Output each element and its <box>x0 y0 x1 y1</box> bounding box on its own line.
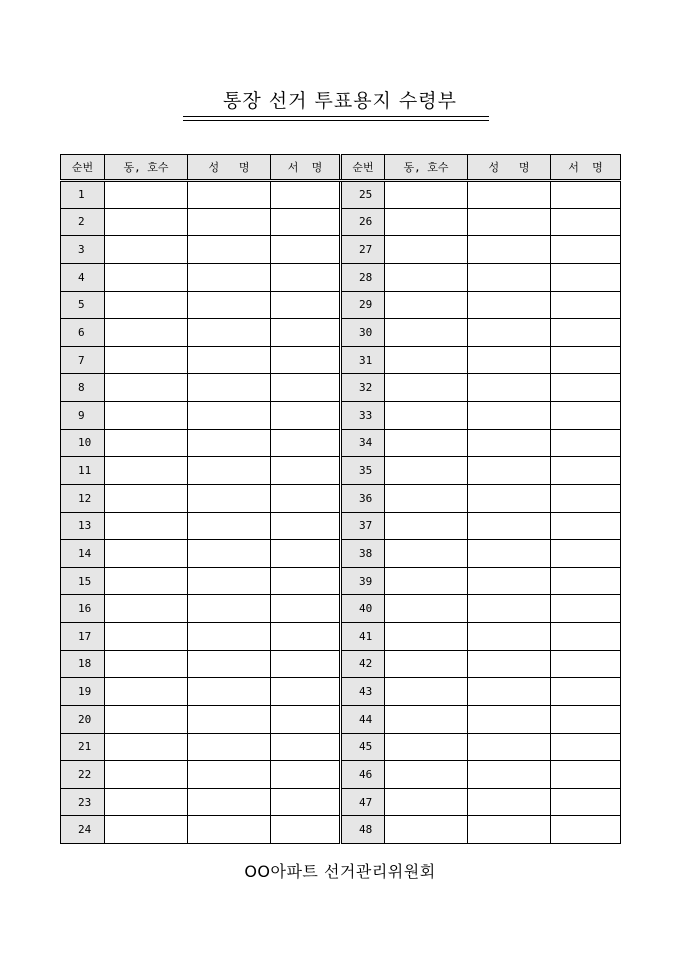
signature-cell[interactable] <box>271 788 341 816</box>
name-cell-right[interactable] <box>468 678 551 706</box>
row-number-right: 38 <box>341 540 385 568</box>
unit-cell-right[interactable] <box>385 788 468 816</box>
signature-cell-right[interactable] <box>551 319 621 347</box>
name-cell[interactable] <box>188 263 271 291</box>
row-number-right: 26 <box>341 208 385 236</box>
name-cell-right[interactable] <box>468 788 551 816</box>
row-number: 15 <box>61 567 105 595</box>
row-number-right: 44 <box>341 705 385 733</box>
name-cell-right[interactable] <box>468 733 551 761</box>
title-underline <box>183 116 489 117</box>
table-row <box>61 512 621 540</box>
signature-cell[interactable] <box>271 733 341 761</box>
row-number-right: 47 <box>341 788 385 816</box>
row-number-right: 27 <box>341 236 385 264</box>
table-row <box>61 402 621 430</box>
unit-cell[interactable] <box>105 733 188 761</box>
row-number: 14 <box>61 540 105 568</box>
unit-cell[interactable] <box>105 623 188 651</box>
unit-cell[interactable] <box>105 484 188 512</box>
table-row <box>61 319 621 347</box>
header-unit-right: 동, 호수 <box>385 155 468 181</box>
name-cell[interactable] <box>188 540 271 568</box>
row-number: 17 <box>61 623 105 651</box>
unit-cell[interactable] <box>105 512 188 540</box>
table-row <box>61 761 621 789</box>
title-underline-second <box>183 120 489 121</box>
row-number: 22 <box>61 761 105 789</box>
signature-cell[interactable] <box>271 761 341 789</box>
unit-cell[interactable] <box>105 567 188 595</box>
row-number-right: 36 <box>341 484 385 512</box>
header-name-right: 성 명 <box>468 155 551 181</box>
row-number: 2 <box>61 208 105 236</box>
signature-cell[interactable] <box>271 319 341 347</box>
table-row <box>61 678 621 706</box>
name-cell[interactable] <box>188 761 271 789</box>
signature-cell[interactable] <box>271 457 341 485</box>
name-cell[interactable] <box>188 291 271 319</box>
row-number-right: 35 <box>341 457 385 485</box>
name-cell-right[interactable] <box>468 761 551 789</box>
unit-cell-right[interactable] <box>385 236 468 264</box>
row-number: 4 <box>61 263 105 291</box>
unit-cell-right[interactable] <box>385 650 468 678</box>
row-number-right: 29 <box>341 291 385 319</box>
row-number-right: 28 <box>341 263 385 291</box>
row-number-right: 37 <box>341 512 385 540</box>
row-number: 12 <box>61 484 105 512</box>
name-cell[interactable] <box>188 457 271 485</box>
unit-cell-right[interactable] <box>385 291 468 319</box>
signature-cell-right[interactable] <box>551 263 621 291</box>
unit-cell-right[interactable] <box>385 319 468 347</box>
signature-cell-right[interactable] <box>551 816 621 844</box>
unit-cell[interactable] <box>105 208 188 236</box>
name-cell[interactable] <box>188 319 271 347</box>
table-row <box>61 705 621 733</box>
row-number-right: 43 <box>341 678 385 706</box>
unit-cell[interactable] <box>105 374 188 402</box>
name-cell-right[interactable] <box>468 291 551 319</box>
unit-cell[interactable] <box>105 540 188 568</box>
row-number: 11 <box>61 457 105 485</box>
name-cell[interactable] <box>188 595 271 623</box>
signature-cell-right[interactable] <box>551 733 621 761</box>
table-row <box>61 623 621 651</box>
row-number: 13 <box>61 512 105 540</box>
name-cell[interactable] <box>188 429 271 457</box>
header-number: 순번 <box>61 155 105 181</box>
signature-cell[interactable] <box>271 705 341 733</box>
name-cell[interactable] <box>188 678 271 706</box>
signature-cell-right[interactable] <box>551 540 621 568</box>
unit-cell-right[interactable] <box>385 429 468 457</box>
signature-cell[interactable] <box>271 484 341 512</box>
table-row <box>61 208 621 236</box>
name-cell-right[interactable] <box>468 705 551 733</box>
name-cell-right[interactable] <box>468 319 551 347</box>
signature-cell-right[interactable] <box>551 788 621 816</box>
table-header-row <box>61 155 621 181</box>
table-row <box>61 457 621 485</box>
name-cell[interactable] <box>188 374 271 402</box>
name-cell[interactable] <box>188 512 271 540</box>
unit-cell-right[interactable] <box>385 457 468 485</box>
table-row <box>61 733 621 761</box>
unit-cell-right[interactable] <box>385 678 468 706</box>
signature-cell-right[interactable] <box>551 512 621 540</box>
name-cell[interactable] <box>188 181 271 209</box>
unit-cell-right[interactable] <box>385 623 468 651</box>
row-number: 23 <box>61 788 105 816</box>
row-number-right: 31 <box>341 346 385 374</box>
header-signature: 서 명 <box>271 155 341 181</box>
name-cell[interactable] <box>188 567 271 595</box>
row-number-right: 30 <box>341 319 385 347</box>
table-row <box>61 429 621 457</box>
unit-cell[interactable] <box>105 705 188 733</box>
name-cell-right[interactable] <box>468 567 551 595</box>
unit-cell[interactable] <box>105 650 188 678</box>
signature-cell-right[interactable] <box>551 429 621 457</box>
signature-cell-right[interactable] <box>551 181 621 209</box>
name-cell[interactable] <box>188 208 271 236</box>
signature-cell[interactable] <box>271 263 341 291</box>
unit-cell[interactable] <box>105 595 188 623</box>
name-cell[interactable] <box>188 650 271 678</box>
name-cell-right[interactable] <box>468 263 551 291</box>
row-number: 8 <box>61 374 105 402</box>
name-cell[interactable] <box>188 705 271 733</box>
unit-cell[interactable] <box>105 761 188 789</box>
row-number-right: 39 <box>341 567 385 595</box>
table-row <box>61 540 621 568</box>
header-name: 성 명 <box>188 155 271 181</box>
name-cell-right[interactable] <box>468 623 551 651</box>
header-number-right: 순번 <box>341 155 385 181</box>
table-row <box>61 816 621 844</box>
table-row <box>61 788 621 816</box>
signature-cell[interactable] <box>271 567 341 595</box>
signature-cell-right[interactable] <box>551 761 621 789</box>
name-cell[interactable] <box>188 623 271 651</box>
unit-cell[interactable] <box>105 291 188 319</box>
unit-cell[interactable] <box>105 457 188 485</box>
signature-cell[interactable] <box>271 595 341 623</box>
signature-cell[interactable] <box>271 236 341 264</box>
name-cell-right[interactable] <box>468 236 551 264</box>
signature-cell[interactable] <box>271 181 341 209</box>
table-row <box>61 595 621 623</box>
signature-cell-right[interactable] <box>551 678 621 706</box>
signature-cell[interactable] <box>271 816 341 844</box>
row-number: 20 <box>61 705 105 733</box>
unit-cell[interactable] <box>105 181 188 209</box>
signature-cell-right[interactable] <box>551 291 621 319</box>
signature-cell-right[interactable] <box>551 705 621 733</box>
signature-cell[interactable] <box>271 374 341 402</box>
row-number-right: 33 <box>341 402 385 430</box>
name-cell[interactable] <box>188 733 271 761</box>
signature-cell[interactable] <box>271 678 341 706</box>
unit-cell-right[interactable] <box>385 512 468 540</box>
document-title: 통장 선거 투표용지 수령부 <box>222 90 457 112</box>
unit-cell[interactable] <box>105 263 188 291</box>
signature-cell[interactable] <box>271 650 341 678</box>
unit-cell[interactable] <box>105 319 188 347</box>
signature-cell-right[interactable] <box>551 567 621 595</box>
unit-cell[interactable] <box>105 788 188 816</box>
unit-cell[interactable] <box>105 678 188 706</box>
signature-cell[interactable] <box>271 346 341 374</box>
signature-cell-right[interactable] <box>551 457 621 485</box>
row-number: 18 <box>61 650 105 678</box>
row-number-right: 25 <box>341 181 385 209</box>
unit-cell-right[interactable] <box>385 733 468 761</box>
name-cell-right[interactable] <box>468 181 551 209</box>
unit-cell-right[interactable] <box>385 484 468 512</box>
signature-cell[interactable] <box>271 540 341 568</box>
unit-cell[interactable] <box>105 429 188 457</box>
row-number: 19 <box>61 678 105 706</box>
name-cell[interactable] <box>188 402 271 430</box>
unit-cell-right[interactable] <box>385 816 468 844</box>
signature-cell-right[interactable] <box>551 623 621 651</box>
signature-cell-right[interactable] <box>551 484 621 512</box>
row-number-right: 45 <box>341 733 385 761</box>
unit-cell-right[interactable] <box>385 761 468 789</box>
name-cell-right[interactable] <box>468 374 551 402</box>
signature-cell[interactable] <box>271 623 341 651</box>
row-number: 24 <box>61 816 105 844</box>
signature-cell-right[interactable] <box>551 346 621 374</box>
unit-cell-right[interactable] <box>385 374 468 402</box>
table-row <box>61 374 621 402</box>
table-row <box>61 650 621 678</box>
row-number: 3 <box>61 236 105 264</box>
unit-cell[interactable] <box>105 402 188 430</box>
row-number-right: 34 <box>341 429 385 457</box>
name-cell-right[interactable] <box>468 540 551 568</box>
row-number: 10 <box>61 429 105 457</box>
row-number-right: 41 <box>341 623 385 651</box>
unit-cell-right[interactable] <box>385 402 468 430</box>
name-cell-right[interactable] <box>468 650 551 678</box>
row-number-right: 42 <box>341 650 385 678</box>
signature-cell[interactable] <box>271 402 341 430</box>
row-number: 9 <box>61 402 105 430</box>
row-number: 16 <box>61 595 105 623</box>
signature-cell[interactable] <box>271 512 341 540</box>
name-cell[interactable] <box>188 236 271 264</box>
row-number-right: 40 <box>341 595 385 623</box>
name-cell-right[interactable] <box>468 595 551 623</box>
name-cell-right[interactable] <box>468 208 551 236</box>
name-cell-right[interactable] <box>468 429 551 457</box>
table-row <box>61 291 621 319</box>
row-number: 6 <box>61 319 105 347</box>
table-row <box>61 567 621 595</box>
table-row <box>61 484 621 512</box>
committee-name: OO아파트 선거관리위원회 <box>244 862 436 881</box>
unit-cell[interactable] <box>105 346 188 374</box>
unit-cell-right[interactable] <box>385 346 468 374</box>
row-number: 1 <box>61 181 105 209</box>
unit-cell-right[interactable] <box>385 181 468 209</box>
unit-cell-right[interactable] <box>385 263 468 291</box>
ballot-receipt-table <box>60 154 621 844</box>
table-row <box>61 236 621 264</box>
name-cell-right[interactable] <box>468 346 551 374</box>
unit-cell-right[interactable] <box>385 705 468 733</box>
unit-cell-right[interactable] <box>385 540 468 568</box>
name-cell[interactable] <box>188 346 271 374</box>
row-number-right: 48 <box>341 816 385 844</box>
row-number: 7 <box>61 346 105 374</box>
signature-cell[interactable] <box>271 429 341 457</box>
name-cell-right[interactable] <box>468 484 551 512</box>
signature-cell-right[interactable] <box>551 595 621 623</box>
name-cell[interactable] <box>188 816 271 844</box>
unit-cell[interactable] <box>105 236 188 264</box>
name-cell[interactable] <box>188 788 271 816</box>
unit-cell-right[interactable] <box>385 567 468 595</box>
unit-cell-right[interactable] <box>385 595 468 623</box>
unit-cell-right[interactable] <box>385 208 468 236</box>
name-cell-right[interactable] <box>468 457 551 485</box>
header-unit: 동, 호수 <box>105 155 188 181</box>
header-signature-right: 서 명 <box>551 155 621 181</box>
table-row <box>61 263 621 291</box>
name-cell[interactable] <box>188 484 271 512</box>
signature-cell-right[interactable] <box>551 650 621 678</box>
signature-cell-right[interactable] <box>551 374 621 402</box>
table-row <box>61 181 621 209</box>
row-number: 21 <box>61 733 105 761</box>
name-cell-right[interactable] <box>468 402 551 430</box>
signature-cell-right[interactable] <box>551 236 621 264</box>
signature-cell-right[interactable] <box>551 402 621 430</box>
name-cell-right[interactable] <box>468 512 551 540</box>
unit-cell[interactable] <box>105 816 188 844</box>
signature-cell[interactable] <box>271 208 341 236</box>
row-number-right: 46 <box>341 761 385 789</box>
name-cell-right[interactable] <box>468 816 551 844</box>
row-number-right: 32 <box>341 374 385 402</box>
signature-cell-right[interactable] <box>551 208 621 236</box>
row-number: 5 <box>61 291 105 319</box>
table-row <box>61 346 621 374</box>
signature-cell[interactable] <box>271 291 341 319</box>
